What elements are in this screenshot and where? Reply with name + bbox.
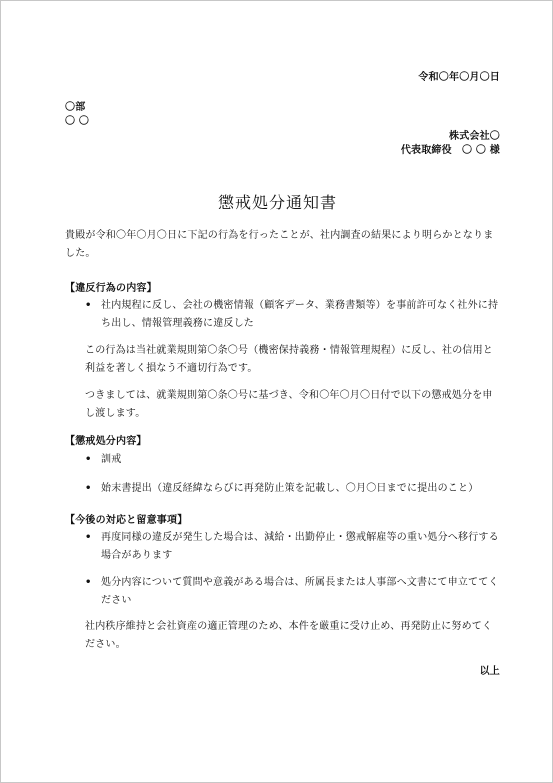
section-heading-violation: 【違反行為の内容】 <box>65 283 157 294</box>
followup-bullet-2 <box>85 574 501 610</box>
discipline-bullet-2 <box>85 480 501 498</box>
followup-bullet-1 <box>85 529 501 565</box>
violation-paragraph-2: つきましては、就業規則第〇条〇号に基づき、令和〇年〇月〇日付で以下の懲戒処分を申し渡します。 <box>85 390 493 419</box>
violation-paragraph-1: この行為は当社就業規則第〇条〇号（機密保持義務・情報管理規程）に反し、社の信用と利益を著しく損なう不適切行為です。 <box>85 345 493 374</box>
followup-bullet-text: 再度同様の違反が発生した場合は、減給・出勤停止・懲戒解雇等の重い処分へ移行する場合があります <box>101 532 499 561</box>
document-title: 懲戒処分通知書 <box>217 193 337 212</box>
bullet-marker: • <box>85 577 92 588</box>
discipline-bullet-1 <box>85 451 501 469</box>
final-paragraph: 社内秩序維持と会社資産の適正管理のため、本件を厳重に受け止め、再発防止に努めてください。 <box>85 621 493 650</box>
recipient-name: 〇 〇 <box>65 116 90 127</box>
violation-bullet-text: 社内規程に反し、会社の機密情報（顧客データ、業務書類等）を事前許可なく社外に持ち出し、情報管理義務に違反した <box>101 300 499 329</box>
bullet-marker: • <box>85 483 92 494</box>
bullet-marker: • <box>85 532 92 543</box>
bullet-marker: • <box>85 300 92 311</box>
followup-bullet-text: 処分内容について質問や意義がある場合は、所属長または人事部へ文書にて申立ててください <box>101 577 499 606</box>
representative-name: 代表取締役 〇 〇 様 <box>400 145 500 156</box>
violation-bullet <box>85 297 501 333</box>
recipient-department: 〇部 <box>65 102 86 113</box>
section-heading-followup: 【今後の対応と留意事項】 <box>65 515 188 526</box>
section-heading-discipline: 【懲戒処分内容】 <box>65 436 147 447</box>
closing-text: 以上 <box>479 666 500 677</box>
issue-date: 令和〇年〇月〇日 <box>418 72 500 83</box>
discipline-bullet-text: 始末書提出（違反経緯ならびに再発防止策を記載し、〇月〇日までに提出のこと） <box>101 483 479 494</box>
bullet-marker: • <box>85 454 92 465</box>
intro-paragraph: 貴殿が令和〇年〇月〇日に下記の行為を行ったことが、社内調査の結果により明らかとなりました。 <box>65 230 494 259</box>
discipline-bullet-text: 訓戒 <box>101 454 122 465</box>
company-name: 株式会社〇 <box>449 131 500 142</box>
